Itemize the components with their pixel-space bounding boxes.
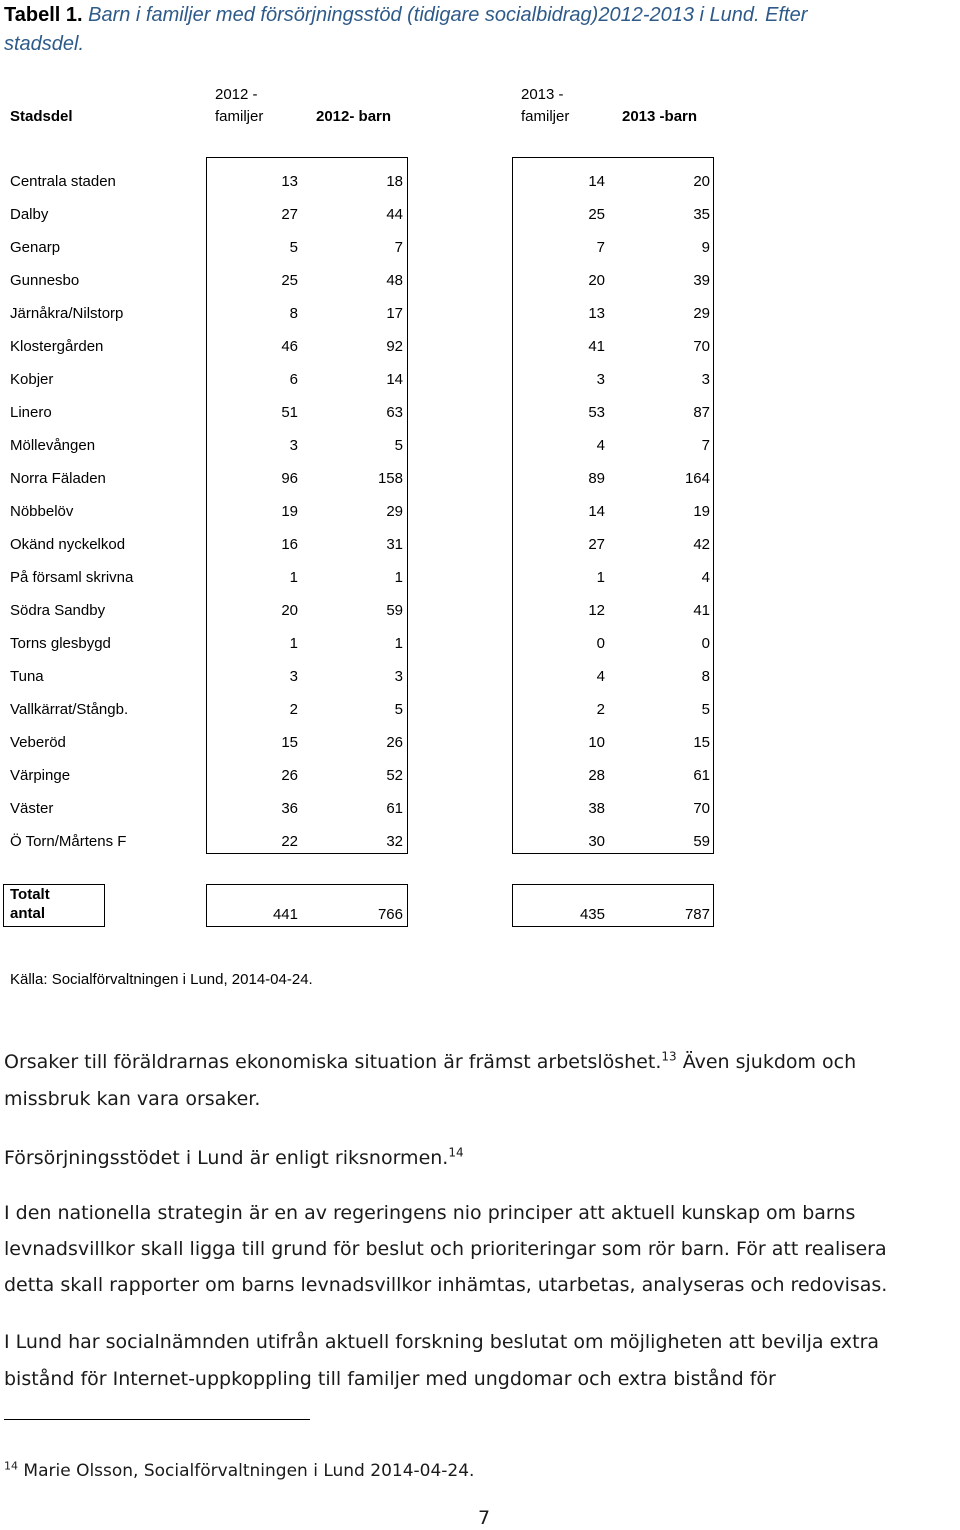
cell-2012-barn: 3	[394, 668, 403, 685]
cell-2012-familjer: 6	[289, 371, 298, 388]
cell-2013-barn: 20	[693, 173, 710, 190]
cell-2012-barn: 52	[386, 767, 403, 784]
cell-2013-familjer: 38	[588, 800, 605, 817]
cell-2013-barn: 35	[693, 206, 710, 223]
cell-2013-barn: 41	[693, 602, 710, 619]
cell-2013-familjer: 27	[588, 536, 605, 553]
cell-2013-barn: 61	[693, 767, 710, 784]
row-name: Centrala staden	[10, 173, 116, 190]
header-2013-familjer-line2: familjer	[521, 108, 570, 125]
body-p4-line1: I Lund har socialnämnden utifrån aktuell forskning beslutat om möjligheten att bevilja extra	[4, 1331, 880, 1353]
cell-2013-barn: 42	[693, 536, 710, 553]
header-2012-familjer-line1: 2012 -	[215, 86, 258, 103]
cell-2013-barn: 4	[701, 569, 710, 586]
row-name: Linero	[10, 404, 52, 421]
row-name: Klostergården	[10, 338, 104, 355]
footnote-separator	[4, 1419, 310, 1420]
footnote-text: Marie Olsson, Socialförvaltningen i Lund 2014-04-24.	[23, 1461, 475, 1481]
header-2012-familjer-line2: familjer	[215, 108, 264, 125]
caption-text-line2: stadsdel.	[4, 33, 85, 55]
body-p3-line2: levnadsvillkor skall ligga till grund för beslut och prioriteringar som rör barn. För att realisera	[4, 1238, 887, 1260]
row-name: Gunnesbo	[10, 272, 80, 289]
cell-2013-familjer: 13	[588, 305, 605, 322]
cell-2013-familjer: 14	[588, 173, 605, 190]
cell-2012-barn: 63	[386, 404, 403, 421]
body-p1-rest: Även sjukdom och	[676, 1051, 857, 1073]
cell-2013-familjer: 28	[588, 767, 605, 784]
footnote-ref-14: 14	[448, 1145, 464, 1160]
cell-2013-barn: 39	[693, 272, 710, 289]
row-name: Järnåkra/Nilstorp	[10, 305, 124, 322]
cell-2012-familjer: 15	[281, 734, 298, 751]
body-p2	[4, 1145, 464, 1171]
cell-2012-barn: 158	[377, 470, 403, 487]
body-p1-text: Orsaker till föräldrarnas ekonomiska situation är främst arbetslöshet.	[4, 1051, 662, 1073]
cell-2012-barn: 7	[394, 239, 403, 256]
cell-2012-barn: 1	[394, 635, 403, 652]
cell-2013-familjer: 2	[596, 701, 605, 718]
cell-2012-barn: 44	[386, 206, 403, 223]
cell-2012-barn: 1	[394, 569, 403, 586]
cell-2012-familjer: 3	[289, 668, 298, 685]
cell-2012-familjer: 8	[289, 305, 298, 322]
cell-2013-familjer: 89	[588, 470, 605, 487]
row-name: Värpinge	[10, 767, 71, 784]
total-2013-barn: 787	[684, 906, 710, 923]
row-name: Torns glesbygd	[10, 635, 111, 652]
cell-2012-familjer: 5	[289, 239, 298, 256]
footnote-number: 14	[4, 1459, 18, 1473]
cell-2012-familjer: 13	[281, 173, 298, 190]
cell-2012-barn: 32	[386, 833, 403, 850]
cell-2012-familjer: 2	[289, 701, 298, 718]
cell-2013-familjer: 14	[588, 503, 605, 520]
cell-2013-barn: 29	[693, 305, 710, 322]
body-p3-line1: I den nationella strategin är en av regeringens nio principer att aktuell kunskap om barns	[4, 1202, 856, 1224]
header-2013-familjer-line1: 2013 -	[521, 86, 564, 103]
header-2013-barn: 2013 -barn	[622, 108, 698, 125]
row-name: Södra Sandby	[10, 602, 106, 619]
cell-2012-familjer: 26	[281, 767, 298, 784]
cell-2013-familjer: 4	[596, 437, 605, 454]
cell-2012-familjer: 96	[281, 470, 298, 487]
cell-2012-barn: 61	[386, 800, 403, 817]
cell-2013-familjer: 1	[596, 569, 605, 586]
cell-2013-barn: 19	[693, 503, 710, 520]
row-name: Tuna	[10, 668, 44, 685]
total-2013-familjer: 435	[579, 906, 605, 923]
cell-2012-familjer: 20	[281, 602, 298, 619]
cell-2012-familjer: 25	[281, 272, 298, 289]
cell-2012-barn: 92	[386, 338, 403, 355]
body-p4-line2: bistånd för Internet-uppkoppling till familjer med ungdomar och extra bistånd för	[4, 1368, 776, 1390]
cell-2012-barn: 5	[394, 437, 403, 454]
caption-text-line1: Barn i familjer med försörjningsstöd (tidigare socialbidrag)2012-2013 i Lund. Efter	[88, 4, 808, 26]
cell-2012-familjer: 19	[281, 503, 298, 520]
total-2012-barn: 766	[377, 906, 403, 923]
page-number: 7	[478, 1507, 491, 1529]
cell-2013-familjer: 10	[588, 734, 605, 751]
body-p1-line2: missbruk kan vara orsaker.	[4, 1088, 261, 1110]
cell-2013-barn: 87	[693, 404, 710, 421]
table-source: Källa: Socialförvaltningen i Lund, 2014-04-24.	[10, 971, 313, 988]
table-caption	[4, 2, 807, 29]
total-label-line1: Totalt	[10, 886, 50, 903]
cell-2013-barn: 5	[701, 701, 710, 718]
cell-2012-familjer: 3	[289, 437, 298, 454]
cell-2012-barn: 48	[386, 272, 403, 289]
cell-2013-familjer: 25	[588, 206, 605, 223]
cell-2013-barn: 8	[701, 668, 710, 685]
cell-2013-barn: 9	[701, 239, 710, 256]
cell-2012-barn: 5	[394, 701, 403, 718]
cell-2012-barn: 14	[386, 371, 403, 388]
cell-2013-barn: 59	[693, 833, 710, 850]
cell-2013-barn: 15	[693, 734, 710, 751]
cell-2012-barn: 17	[386, 305, 403, 322]
row-name: Okänd nyckelkod	[10, 536, 126, 553]
footnote	[4, 1459, 474, 1483]
cell-2013-barn: 70	[693, 338, 710, 355]
cell-2013-familjer: 20	[588, 272, 605, 289]
cell-2012-familjer: 16	[281, 536, 298, 553]
body-p2-text: Försörjningsstödet i Lund är enligt riksnormen.	[4, 1147, 449, 1169]
cell-2013-barn: 7	[701, 437, 710, 454]
cell-2012-barn: 31	[386, 536, 403, 553]
cell-2013-familjer: 0	[596, 635, 605, 652]
cell-2012-barn: 18	[386, 173, 403, 190]
row-name: Vallkärrat/Stångb.	[10, 701, 129, 718]
total-label-line2: antal	[10, 905, 46, 922]
body-p1-line1	[4, 1049, 856, 1075]
total-2012-familjer: 441	[272, 906, 298, 923]
row-name: Ö Torn/Mårtens F	[10, 833, 127, 850]
cell-2013-familjer: 53	[588, 404, 605, 421]
body-p3-line3: detta skall rapporter om barns levnadsvillkor inhämtas, utarbetas, analyseras och redovisas.	[4, 1274, 888, 1296]
caption-label: Tabell 1.	[4, 4, 83, 26]
cell-2013-familjer: 3	[596, 371, 605, 388]
row-name: Norra Fäladen	[10, 470, 106, 487]
row-name: Veberöd	[10, 734, 66, 751]
cell-2012-familjer: 27	[281, 206, 298, 223]
row-name: Dalby	[10, 206, 49, 223]
row-name: Möllevången	[10, 437, 96, 454]
row-name: Nöbbelöv	[10, 503, 74, 520]
cell-2012-familjer: 1	[289, 635, 298, 652]
cell-2013-familjer: 7	[596, 239, 605, 256]
row-name: Väster	[10, 800, 54, 817]
cell-2012-familjer: 1	[289, 569, 298, 586]
cell-2012-familjer: 46	[281, 338, 298, 355]
cell-2012-barn: 29	[386, 503, 403, 520]
cell-2013-familjer: 12	[588, 602, 605, 619]
header-2012-barn: 2012- barn	[316, 108, 392, 125]
caption-text-line2-wrap	[4, 31, 84, 58]
footnote-ref-13: 13	[661, 1049, 677, 1064]
cell-2012-barn: 59	[386, 602, 403, 619]
row-name: Genarp	[10, 239, 61, 256]
cell-2012-familjer: 36	[281, 800, 298, 817]
cell-2013-barn: 70	[693, 800, 710, 817]
cell-2012-barn: 26	[386, 734, 403, 751]
row-name: På församl skrivna	[10, 569, 134, 586]
cell-2012-familjer: 22	[281, 833, 298, 850]
cell-2013-familjer: 41	[588, 338, 605, 355]
cell-2013-barn: 3	[701, 371, 710, 388]
cell-2013-familjer: 30	[588, 833, 605, 850]
cell-2013-barn: 164	[684, 470, 710, 487]
header-stadsdel: Stadsdel	[10, 108, 73, 125]
row-name: Kobjer	[10, 371, 54, 388]
cell-2012-familjer: 51	[281, 404, 298, 421]
cell-2013-familjer: 4	[596, 668, 605, 685]
cell-2013-barn: 0	[701, 635, 710, 652]
